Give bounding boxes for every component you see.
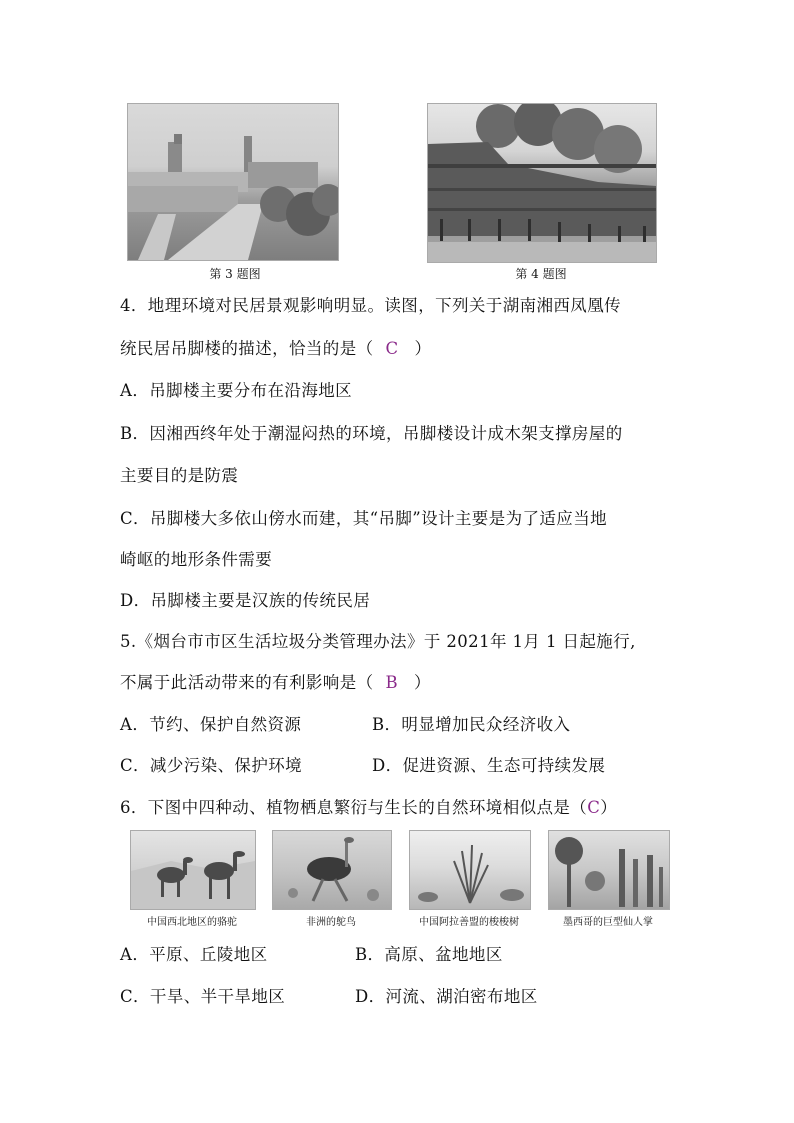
q4-option-c-line2: 崎岖的地形条件需要 <box>120 550 273 569</box>
q6-stem <box>120 794 617 818</box>
cactus-photo <box>548 830 670 910</box>
camel-caption: 中国西北地区的骆驼 <box>147 917 237 928</box>
cactus-caption: 墨西哥的巨型仙人掌 <box>563 917 653 928</box>
figure-3-photo <box>127 103 339 261</box>
q4-stem-line2-suffix: ） <box>414 339 432 358</box>
q5-option-d: D．促进资源、生态可持续发展 <box>372 756 606 775</box>
saxaul-illustration <box>410 831 530 909</box>
ostrich-photo <box>272 830 392 910</box>
q4-stem-line1: 4．地理环境对民居景观影响明显。读图，下列关于湖南湘西凤凰传 <box>120 296 621 315</box>
q5-option-c: C．减少污染、保护环境 <box>120 756 303 775</box>
q6-stem-suffix: ） <box>600 798 618 817</box>
q4-option-b-line2: 主要目的是防震 <box>120 466 239 485</box>
saxaul-photo <box>409 830 531 910</box>
ostrich-illustration <box>273 831 391 909</box>
camel-illustration <box>131 831 255 909</box>
q4-option-c-line1: C．吊脚楼大多依山傍水而建，其“吊脚”设计主要是为了适应当地 <box>120 509 607 528</box>
q6-stem-prefix: 6．下图中四种动、植物栖息繁衍与生长的自然环境相似点是（ <box>120 798 588 817</box>
figure-3-illustration <box>128 104 338 260</box>
q5-stem-line2-suffix: ） <box>414 673 431 692</box>
q5-option-b: B．明显增加民众经济收入 <box>372 715 571 734</box>
q6-option-b: B．高原、盆地地区 <box>355 945 503 964</box>
figure-4-illustration <box>428 104 656 262</box>
camel-photo <box>130 830 256 910</box>
figure-4-caption: 第 4 题图 <box>515 267 567 281</box>
q4-option-a: A．吊脚楼主要分布在沿海地区 <box>120 381 353 400</box>
ostrich-caption: 非洲的鸵鸟 <box>306 917 356 928</box>
q6-option-c: C．干旱、半干旱地区 <box>120 987 286 1006</box>
q4-stem-line2 <box>120 335 431 359</box>
q5-stem-line2 <box>120 669 431 693</box>
figure-3-caption: 第 3 题图 <box>209 267 261 281</box>
q5-stem-line2-prefix: 不属于此活动带来的有利影响是（ <box>120 673 374 692</box>
figure-4-photo <box>427 103 657 263</box>
q6-option-d: D．河流、湖泊密布地区 <box>355 987 538 1006</box>
q4-answer: C <box>385 339 399 358</box>
q6-option-a: A．平原、丘陵地区 <box>120 945 268 964</box>
q4-option-d: D．吊脚楼主要是汉族的传统民居 <box>120 591 371 610</box>
q4-stem-line2-prefix: 统民居吊脚楼的描述，恰当的是（ <box>120 339 374 358</box>
q4-option-b-line1: B．因湘西终年处于潮湿闷热的环境，吊脚楼设计成木架支撑房屋的 <box>120 424 623 443</box>
cactus-illustration <box>549 831 669 909</box>
q6-answer: C <box>587 798 601 817</box>
q5-answer: B <box>385 673 399 692</box>
saxaul-caption: 中国阿拉善盟的梭梭树 <box>419 917 519 928</box>
q5-stem-line1: 5.《烟台市市区生活垃圾分类管理办法》于 2021年 1月 1 日起施行, <box>120 632 636 651</box>
q5-option-a: A．节约、保护自然资源 <box>120 715 302 734</box>
